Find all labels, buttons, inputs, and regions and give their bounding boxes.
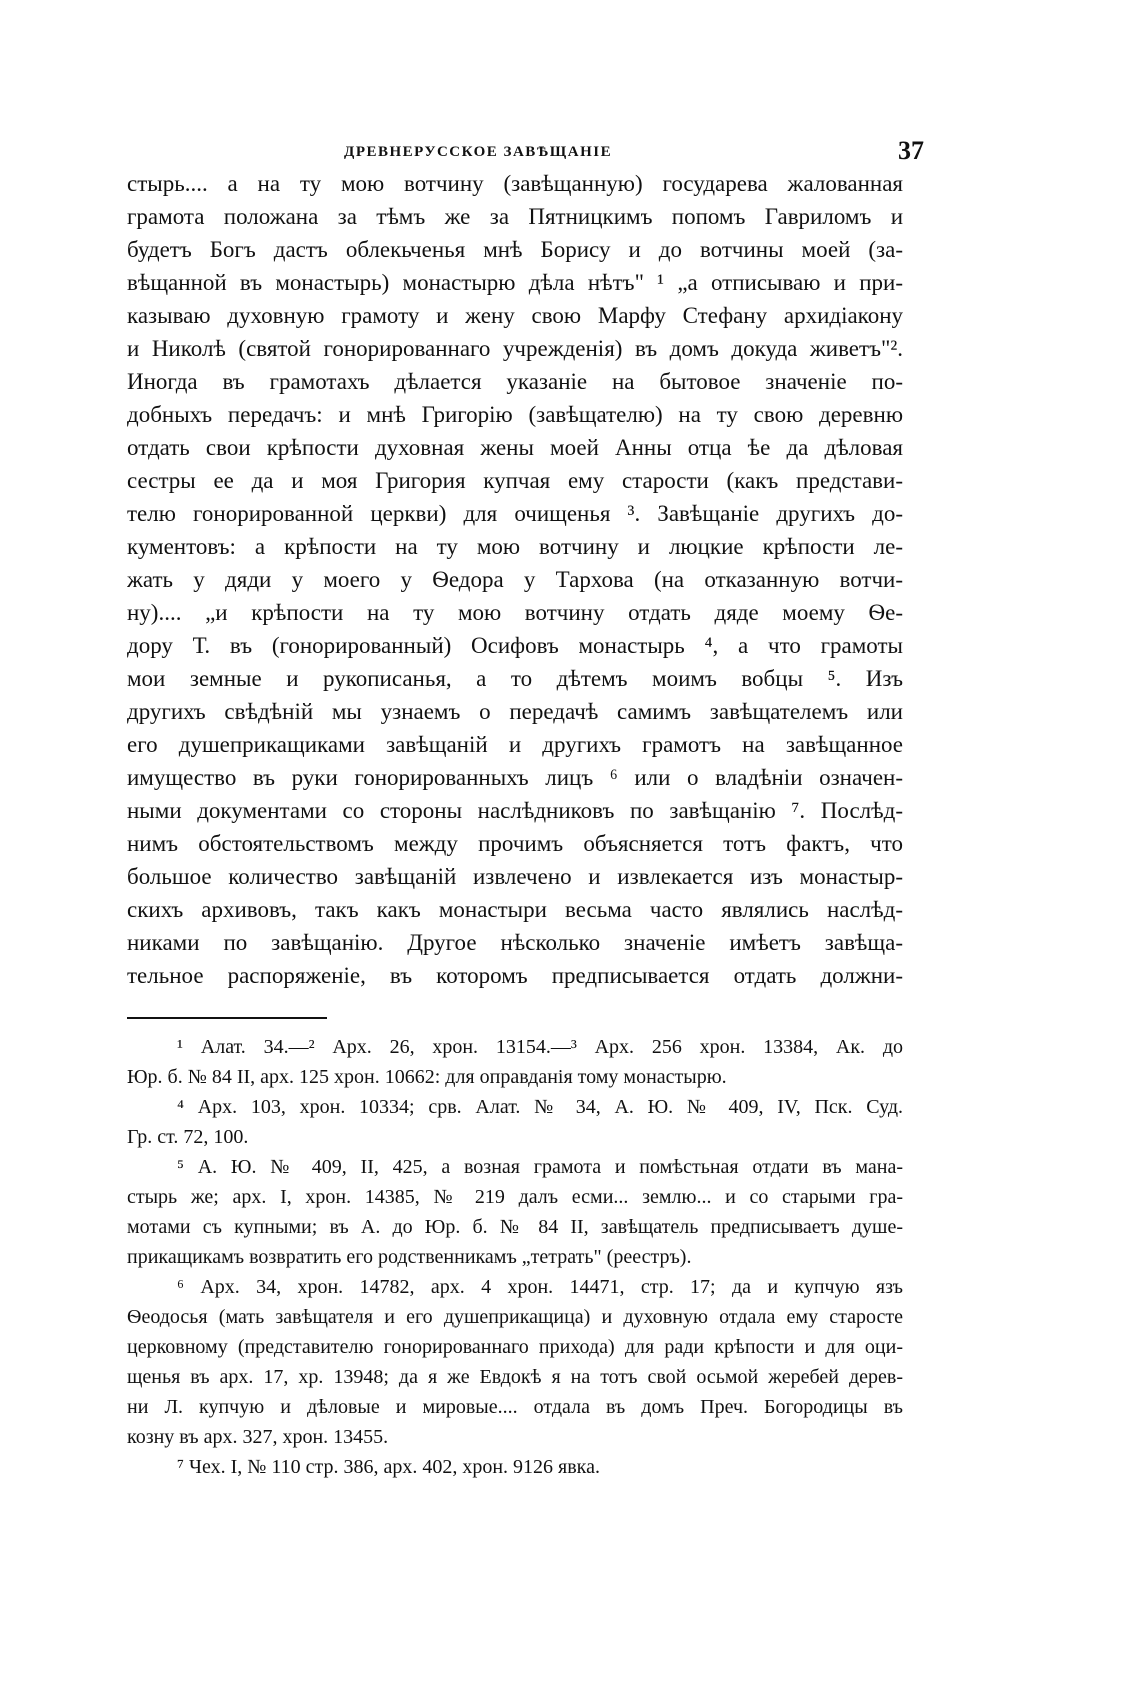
- footnote-separator: [127, 1017, 327, 1019]
- body-line: большое количество завѣщаній извлечено и извлекается изъ монастыр-: [127, 864, 903, 889]
- body-line: сестры ее да и моя Григория купчая ему старости (какъ представи-: [127, 468, 903, 493]
- footnote-line: ⁴ Арх. 103, хрон. 10334; срв. Алат. № 34, А. Ю. № 409, IV, Пск. Суд.: [177, 1096, 903, 1118]
- footnote-line: мотами съ купными; въ А. до Юр. б. № 84 II, завѣщатель предписываетъ душе-: [127, 1216, 903, 1238]
- body-line: мои земные и рукописанья, а то дѣтемъ моимъ вобцы ⁵. Изъ: [127, 666, 903, 691]
- body-line: грамота положана за тѣмъ же за Пятницкимъ попомъ Гавриломъ и: [127, 204, 903, 229]
- footnote-line: козну въ арх. 327, хрон. 13455.: [127, 1426, 389, 1448]
- body-line: другихъ свѣдѣній мы узнаемъ о передачѣ самимъ завѣщателемъ или: [127, 699, 903, 724]
- body-line: и Николѣ (святой гонорированнаго учрежденія) въ домъ докуда живетъ"².: [127, 336, 903, 361]
- running-header: ДРЕВНЕРУССКОЕ ЗАВѢЩАНІЕ: [344, 144, 613, 160]
- body-line: имущество въ руки гонорированныхъ лицъ ⁶ или о владѣніи означен-: [127, 765, 903, 790]
- page-number: 37: [898, 136, 924, 165]
- body-line: телю гонорированной церкви) для очищенья ³. Завѣщаніе другихъ до-: [127, 501, 903, 526]
- footnote-line: ⁶ Арх. 34, хрон. 14782, арх. 4 хрон. 14471, стр. 17; да и купчую язъ: [177, 1276, 903, 1298]
- footnote-line: щенья въ арх. 17, хр. 13948; да я же Евдокѣ я на тотъ свой осьмой жеребей дерев-: [127, 1366, 903, 1388]
- footnote-line: Ѳеодосья (мать завѣщателя и его душеприкащица) и духовную отдала ему старосте: [127, 1306, 903, 1328]
- body-line: тельное распоряженіе, въ которомъ предписывается отдать должни-: [127, 963, 903, 988]
- body-line: стырь.... а на ту мою вотчину (завѣщанную) государева жалованная: [127, 171, 903, 196]
- footnote-line: ⁷ Чех. I, № 110 стр. 386, арх. 402, хрон. 9126 явка.: [177, 1456, 600, 1478]
- footnote-line: стырь же; арх. I, хрон. 14385, № 219 далъ есми... землю... и со старыми гра-: [127, 1186, 903, 1208]
- body-line: будетъ Богъ дастъ облекьченья мнѣ Борису и до вотчины моей (за-: [127, 237, 903, 262]
- body-line: отдать свои крѣпости духовная жены моей Анны отца ѣе да дѣловая: [127, 435, 903, 460]
- body-line: никами по завѣщанію. Другое нѣсколько значеніе имѣетъ завѣща-: [127, 930, 903, 955]
- body-line: вѣщанной въ монастырь) монастырю дѣла нѣтъ" ¹ „а отписываю и при-: [127, 270, 903, 295]
- body-line: нимъ обстоятельствомъ между прочимъ объясняется тотъ фактъ, что: [127, 831, 903, 856]
- body-line: жать у дяди у моего у Ѳедора у Тархова (на отказанную вотчи-: [127, 567, 903, 592]
- footnote-line: Юр. б. № 84 II, арх. 125 хрон. 10662: для оправданія тому монастырю.: [127, 1066, 727, 1088]
- body-line: ными документами со стороны наслѣдниковъ по завѣщанію ⁷. Послѣд-: [127, 798, 903, 823]
- body-line: ну).... „и крѣпости на ту мою вотчину отдать дяде моему Ѳе-: [127, 600, 903, 625]
- body-line: скихъ архивовъ, такъ какъ монастыри весьма часто являлись наслѣд-: [127, 897, 903, 922]
- footnote-line: церковному (представителю гонорированнаго прихода) для ради крѣпости и для оци-: [127, 1336, 903, 1358]
- footnote-line: ¹ Алат. 34.—² Арх. 26, хрон. 13154.—³ Арх. 256 хрон. 13384, Ак. до: [177, 1036, 903, 1058]
- footnote-line: ни Л. купчую и дѣловые и мировые.... отдала въ домъ Преч. Богородицы въ: [127, 1396, 903, 1418]
- body-line: Иногда въ грамотахъ дѣлается указаніе на бытовое значеніе по-: [127, 369, 903, 394]
- body-line: казываю духовную грамоту и жену свою Марфу Стефану архидіакону: [127, 303, 903, 328]
- body-line: добныхъ передачъ: и мнѣ Григорію (завѣщателю) на ту свою деревню: [127, 402, 903, 427]
- footnote-line: Гр. ст. 72, 100.: [127, 1126, 249, 1148]
- body-line: его душеприкащиками завѣщаній и другихъ грамотъ на завѣщанное: [127, 732, 903, 757]
- footnote-line: прикащикамъ возвратить его родственникамъ „тетрать" (реестръ).: [127, 1246, 692, 1268]
- body-line: кументовъ: а крѣпости на ту мою вотчину и люцкие крѣпости ле-: [127, 534, 903, 559]
- body-line: дору Т. въ (гонорированный) Осифовъ монастырь ⁴, а что грамоты: [127, 633, 903, 658]
- footnote-line: ⁵ А. Ю. № 409, II, 425, а возная грамота и помѣстьная отдати въ мана-: [177, 1156, 903, 1178]
